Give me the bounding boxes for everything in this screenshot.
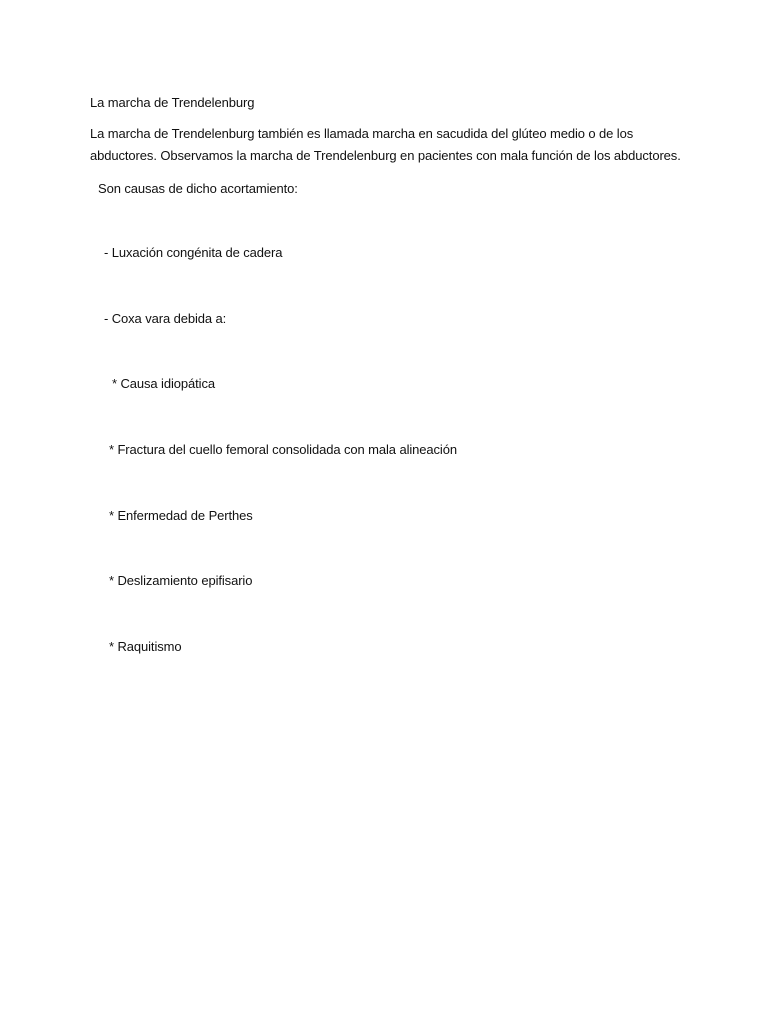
list-item: - Luxación congénita de cadera xyxy=(104,245,283,260)
sub-list-item: * Enfermedad de Perthes xyxy=(109,508,253,523)
sub-list-item: * Causa idiopática xyxy=(112,376,215,391)
sub-list-item: * Raquitismo xyxy=(109,639,182,654)
list-item: - Coxa vara debida a: xyxy=(104,311,227,326)
intro-paragraph: La marcha de Trendelenburg también es llamada marcha en sacudida del glúteo medio o de los abductores. Observamos la marcha de Trendelenburg en pacientes con mala función de los abductores. xyxy=(90,126,681,163)
causes-heading: Son causas de dicho acortamiento: xyxy=(98,181,298,196)
sub-list-item: * Fractura del cuello femoral consolidada con mala alineación xyxy=(109,442,457,457)
sub-list-item: * Deslizamiento epifisario xyxy=(109,573,253,588)
document-title: La marcha de Trendelenburg xyxy=(90,95,255,110)
